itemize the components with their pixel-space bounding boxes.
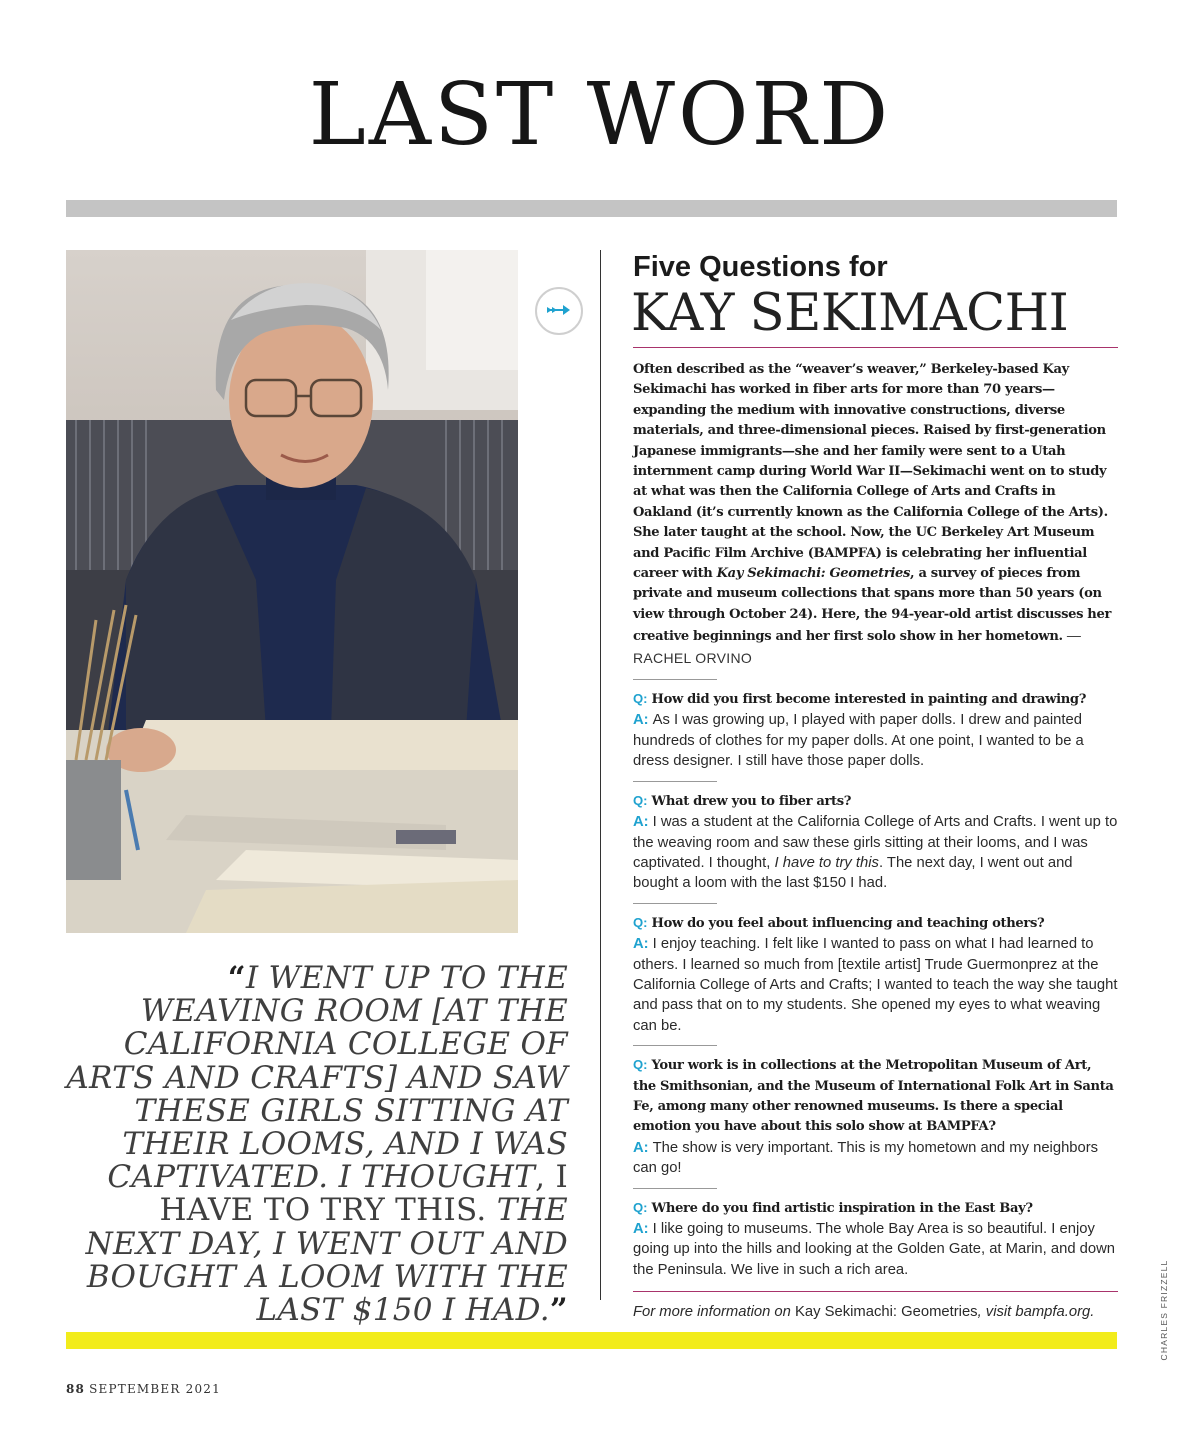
qa-item: [633, 1055, 1118, 1178]
pull-quote-part2: , I HAVE TO TRY THIS.: [159, 1159, 568, 1229]
photo-credit: [1157, 1259, 1171, 1361]
qa-divider: [633, 903, 717, 904]
qa-divider: [633, 1045, 717, 1046]
artist-photo: [66, 250, 518, 933]
question-label: Q:: [633, 792, 648, 808]
question-text: Your work is in collections at the Metropolitan Museum of Art, the Smithsonian, and the Museum of International Folk Art in Santa Fe, among many other renowned museums. Is there a special emotion you have about this solo show at BAMPFA?: [633, 1058, 1114, 1135]
pull-quote: [66, 962, 568, 1327]
headline-rule: [633, 347, 1118, 348]
article-byline: —RACHEL ORVINO: [633, 627, 1082, 666]
arrow-right-icon: [535, 287, 583, 335]
photo-credit-text: CHARLES FRIZZELL: [1159, 1259, 1169, 1361]
question-text: Where do you find artistic inspiration in the East Bay?: [651, 1200, 1033, 1216]
answer-text: I was a student at the California College of Arts and Crafts. I went up to the weaving room and saw these girls sitting at their looms, and I was captivated. I thought,: [633, 814, 1118, 871]
page-number: 88: [66, 1382, 86, 1396]
qa-divider: [633, 1188, 717, 1189]
more-info-title: Kay Sekimachi: Geometries: [795, 1304, 978, 1321]
question-text: How did you first become interested in painting and drawing?: [651, 692, 1087, 708]
answer-text-tail: . The next day, I went out and bought a loom with the last $150 I had.: [633, 854, 1073, 892]
header-rule: [66, 200, 1117, 217]
intro-text-1: Often described as the “weaver’s weaver,” Berkeley-based Kay Sekimachi has worked in fiber arts for more than 70 years—expanding the medium with innovative constructions, diverse materials, and three-dimensional pieces. Raised by first-generation Japanese immigrants—she and her family were sent to a Utah internment camp during World War II—Sekimachi went on to study at what was then the California College of Arts and Crafts in Oakland (it’s currently known as the California College of the Arts). She later taught at the school. Now, the UC Berkeley Art Museum and Pacific Film Archive (BAMPFA) is celebrating her influential career with: [633, 361, 1108, 582]
answer-text: I like going to museums. The whole Bay Area is so beautiful. I enjoy going up into the hills and looking at the Golden Gate, at Marin, and down the Peninsula. We live in such a rich area.: [633, 1221, 1116, 1278]
answer-label: A:: [633, 712, 649, 729]
article-column: [633, 252, 1118, 1323]
page-folio: [66, 1382, 221, 1396]
pull-quote-part1: I WENT UP TO THE WEAVING ROOM [AT THE CALIFORNIA COLLEGE OF ARTS AND CRAFTS] AND SAW THESE GIRLS SITTING AT THEIR LOOMS, AND I WAS CAPTIVATED. I THOUGHT: [66, 960, 568, 1196]
section-title: LAST WORD: [308, 65, 892, 165]
more-info-link[interactable]: , visit bampfa.org.: [977, 1304, 1095, 1321]
qa-item: [633, 1198, 1118, 1281]
article-kicker: Five Questions for: [633, 251, 888, 283]
answer-label: A:: [633, 814, 649, 831]
qa-divider: [633, 679, 717, 680]
pull-quote-open-mark: “: [227, 960, 246, 996]
pull-quote-part3: THE NEXT DAY, I WENT OUT AND BOUGHT A LOOM WITH THE LAST $150 I HAD.: [85, 1192, 568, 1329]
article-intro: [633, 360, 1118, 670]
intro-text-2: , a survey of pieces from private and museum collections that spans more than 50 years (on view through October 24). Here, the 94-year-old artist discusses her creative beginnings and her first solo show in her hometown.: [633, 566, 1112, 645]
intro-exhibit-title: Kay Sekimachi: Geometries: [716, 566, 911, 582]
qa-divider: [633, 781, 717, 782]
answer-text: The show is very important. This is my hometown and my neighbors can go!: [633, 1139, 1099, 1177]
answer-label: A:: [633, 1139, 649, 1156]
answer-text: I enjoy teaching. I felt like I wanted to pass on what I had learned to others. I learned so much from [textile artist] Trude Guermonprez at the California College of Arts and Crafts; I wanted to teach the way she taught and pass that on to my students. She opened my eyes to what weaving can be.: [633, 936, 1118, 1034]
pull-quote-close-mark: ”: [549, 1292, 568, 1329]
question-text: How do you feel about influencing and teaching others?: [651, 915, 1045, 931]
answer-label: A:: [633, 936, 649, 953]
answer-italic-text: I have to try this: [774, 854, 879, 871]
qa-item: [633, 913, 1118, 1036]
more-info-lead: For more information on: [633, 1304, 796, 1321]
answer-label: A:: [633, 1221, 649, 1237]
more-info: [633, 1302, 1118, 1323]
question-label: Q:: [633, 1199, 648, 1215]
question-label: Q:: [633, 914, 648, 930]
question-label: Q:: [633, 1057, 648, 1073]
column-divider: [600, 250, 601, 1300]
qa-item: [633, 689, 1118, 772]
answer-text: As I was growing up, I played with paper dolls. I drew and painted hundreds of clothes for my paper dolls. At one point, I wanted to be a dress designer. I still have those paper dolls.: [633, 712, 1084, 770]
issue-date: SEPTEMBER 2021: [89, 1382, 221, 1396]
qa-item: [633, 791, 1118, 894]
footer-rule: [633, 1291, 1118, 1292]
question-text: What drew you to fiber arts?: [651, 793, 852, 809]
footer-bar: [66, 1332, 1117, 1349]
article-headline: KAY SEKIMACHI: [631, 283, 1069, 343]
question-label: Q:: [633, 691, 648, 707]
